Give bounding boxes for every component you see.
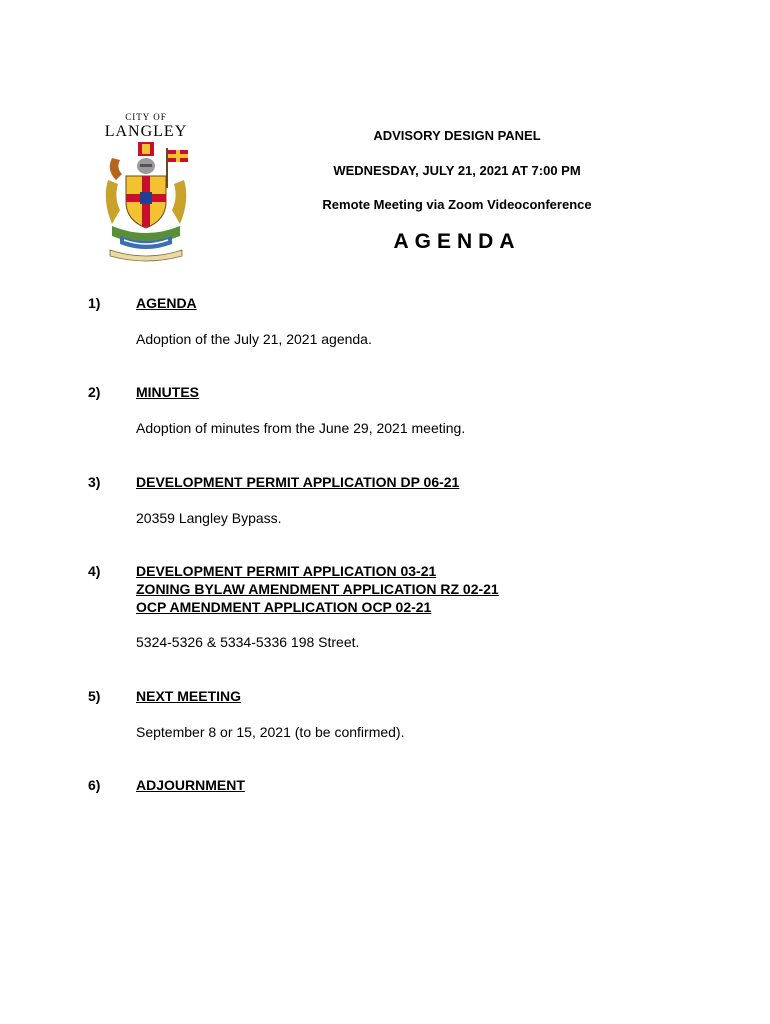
item-number: 6): [88, 777, 101, 793]
coat-of-arms-icon: [98, 140, 194, 262]
item-number: 1): [88, 295, 101, 311]
item-number: 5): [88, 688, 101, 704]
item-title: DEVELOPMENT PERMIT APPLICATION 03-21: [136, 563, 437, 579]
item-description: September 8 or 15, 2021 (to be confirmed).: [136, 724, 405, 740]
agenda-heading: AGENDA: [393, 230, 521, 253]
item-title: MINUTES: [136, 384, 199, 400]
meeting-date: WEDNESDAY, JULY 21, 2021 AT 7:00 PM: [333, 163, 581, 178]
panel-name: ADVISORY DESIGN PANEL: [373, 128, 541, 143]
meeting-location: Remote Meeting via Zoom Videoconference: [322, 197, 592, 212]
item-title: DEVELOPMENT PERMIT APPLICATION DP 06-21: [136, 474, 460, 490]
item-number: 3): [88, 474, 101, 490]
item-title: AGENDA: [136, 295, 197, 311]
item-description: 5324-5326 & 5334-5336 198 Street.: [136, 634, 360, 650]
item-title: ZONING BYLAW AMENDMENT APPLICATION RZ 02-21: [136, 581, 499, 597]
item-title: OCP AMENDMENT APPLICATION OCP 02-21: [136, 599, 432, 615]
logo-city-of-text: CITY OF: [125, 112, 167, 122]
item-title: NEXT MEETING: [136, 688, 242, 704]
city-of-langley-logo: [98, 112, 194, 262]
item-title: ADJOURNMENT: [136, 777, 245, 793]
item-number: 2): [88, 384, 101, 400]
logo-langley-text: LANGLEY: [104, 123, 188, 140]
item-description: Adoption of minutes from the June 29, 2021 meeting.: [136, 420, 466, 436]
item-number: 4): [88, 563, 101, 579]
item-description: 20359 Langley Bypass.: [136, 510, 282, 526]
item-description: Adoption of the July 21, 2021 agenda.: [136, 331, 372, 347]
